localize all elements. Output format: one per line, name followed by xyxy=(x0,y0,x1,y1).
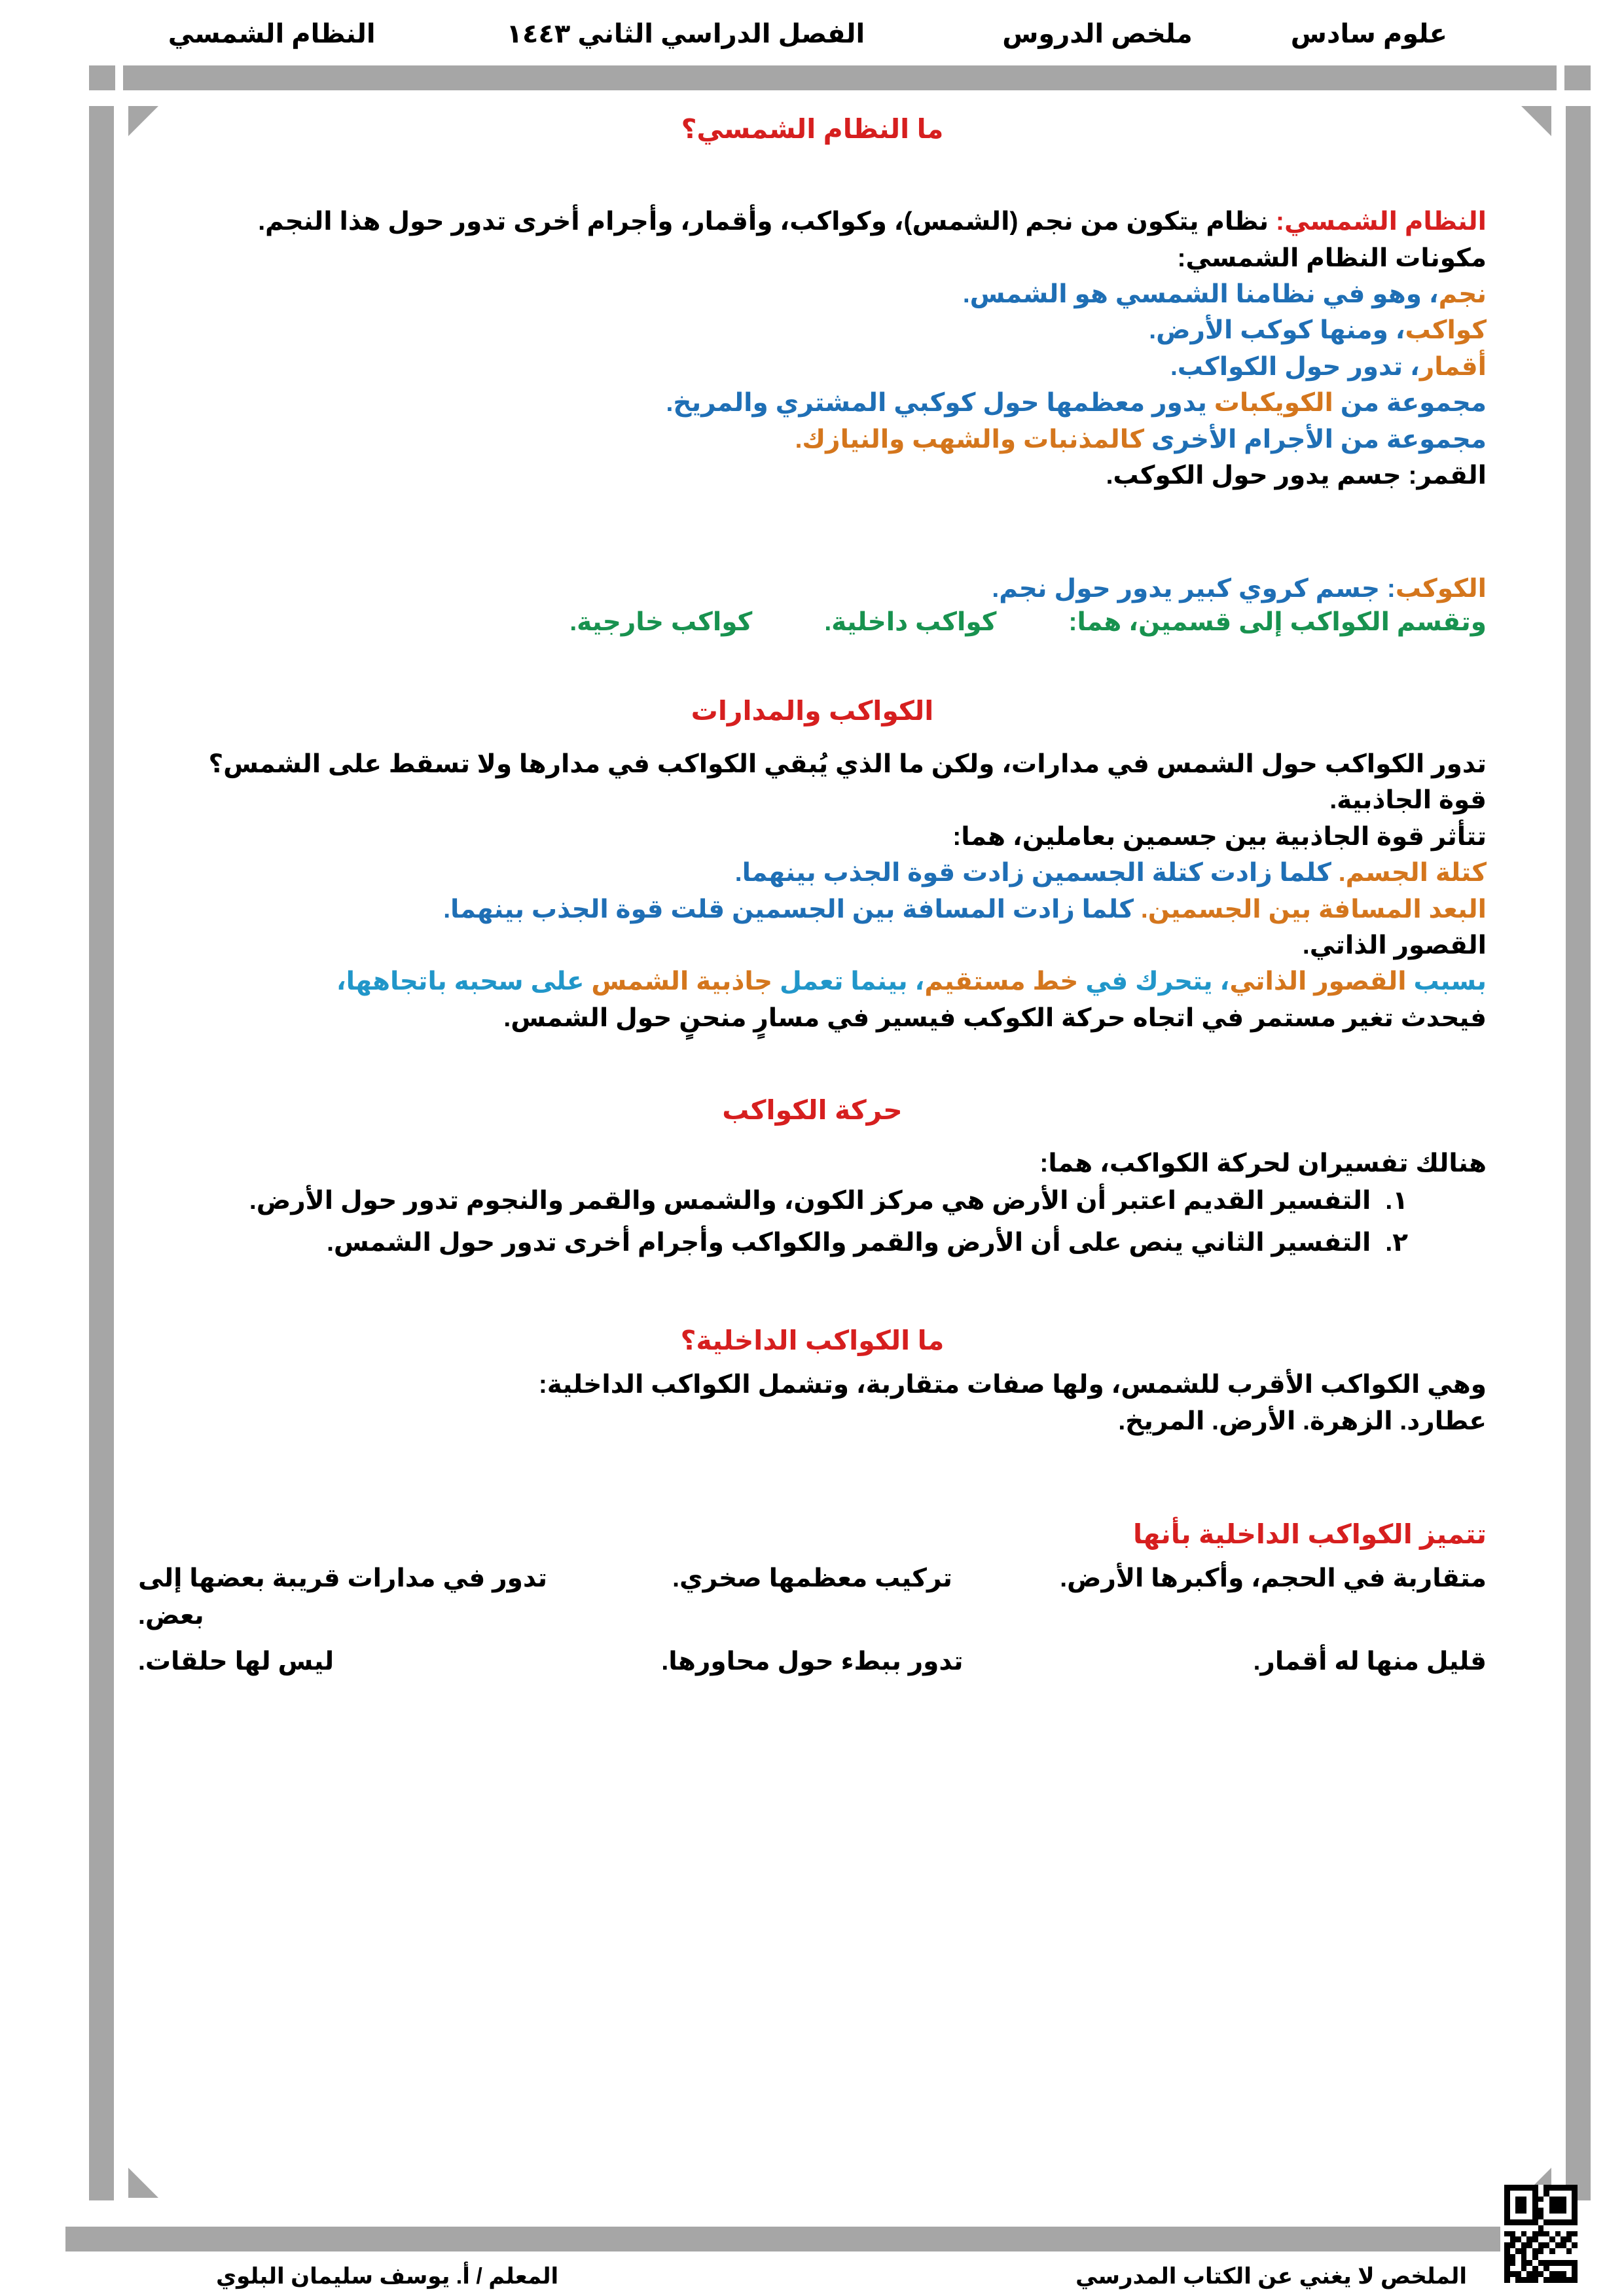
inner-planets-list: عطارد. الزهرة. الأرض. المريخ. xyxy=(1118,1407,1487,1435)
moon-definition: القمر: جسم يدور حول الكوكب. xyxy=(1106,461,1487,490)
frame-notch-right xyxy=(1557,65,1564,90)
frame-top-left-stub xyxy=(89,65,115,90)
list-item-number: ١. xyxy=(1385,1186,1408,1215)
feature-orbits: تدور في مدارات قريبة بعضها إلى بعض. xyxy=(138,1564,548,1630)
document-content xyxy=(138,111,1487,1681)
inertia-paragraph-line1 xyxy=(138,963,1487,999)
list-item-text: التفسير الثاني ينص على أن الأرض والقمر والكواكب وأجرام أخرى تدور حول الشمس. xyxy=(327,1229,1371,1257)
planet-division-inner: كواكب داخلية. xyxy=(824,607,997,636)
header-doc-kind: ملخص الدروس xyxy=(1002,20,1193,48)
component-planets-rest: ، ومنها كوكب الأرض. xyxy=(1149,316,1405,345)
motion-lead: هنالك تفسيران لحركة الكواكب، هما: xyxy=(1039,1149,1487,1178)
component-asteroids-pre: مجموعة من xyxy=(1333,389,1487,418)
footer-note: الملخص لا يغني عن الكتاب المدرسي xyxy=(1075,2264,1467,2289)
header-term: الفصل الدراسي الثاني ١٤٤٣ xyxy=(506,20,865,48)
component-other-pre: مجموعة من الأجرام الأخرى xyxy=(1144,425,1487,454)
gravity-factor-distance xyxy=(138,891,1487,927)
component-other-key: كالمذنبات والشهب والنيازك. xyxy=(795,425,1145,454)
inner-planets-description: وهي الكواكب الأقرب للشمس، ولها صفات متقاربة، وتشمل الكواكب الداخلية: xyxy=(538,1371,1487,1399)
list-item xyxy=(138,1224,1408,1263)
component-asteroids-key: الكويكبات xyxy=(1214,389,1333,418)
frame-top-right-stub xyxy=(1564,65,1591,90)
frame-corner-bottom-left xyxy=(128,2168,158,2198)
header-lesson-title: النظام الشمسي xyxy=(168,20,376,48)
inertia-p1-c: ، بينما تعمل xyxy=(772,967,925,996)
component-other-bodies xyxy=(138,422,1487,457)
inertia-p1-key2: خط مستقيم xyxy=(924,967,1079,996)
gravity-factor-distance-rest: كلما زادت المسافة بين الجسمين قلت قوة الجذب بينهما. xyxy=(443,895,1141,924)
gravity-factor-distance-key: البعد المسافة بين الجسمين. xyxy=(1140,895,1487,924)
frame-top-bar xyxy=(123,65,1557,90)
inertia-p1-key: القصور الذاتي xyxy=(1229,967,1407,996)
gravity-factor-mass-key: كتلة الجسم. xyxy=(1338,859,1487,888)
planet-division-outer: كواكب خارجية. xyxy=(569,607,753,636)
inner-planets-features-grid xyxy=(138,1560,1487,1681)
list-item xyxy=(138,1182,1408,1221)
planet-division-lead: وتقسم الكواكب إلى قسمين، هما: xyxy=(1068,607,1487,636)
gravity-factor-mass xyxy=(138,855,1487,891)
component-moons-key: أقمار xyxy=(1419,352,1487,381)
header-subject: علوم سادس xyxy=(1290,20,1447,48)
frame-corner-top-right xyxy=(1521,106,1551,136)
component-planets xyxy=(138,312,1487,348)
planet-definition xyxy=(138,571,1487,607)
footer-band xyxy=(65,2227,1500,2251)
inertia-paragraph-line2: فيحدث تغير مستمر في اتجاه حركة الكوكب فيسير في مسارٍ منحنٍ حول الشمس. xyxy=(503,1003,1487,1032)
orbit-answer: قوة الجاذبية. xyxy=(1329,786,1487,815)
feature-rotation: تدور ببطء حول محاورها. xyxy=(661,1647,964,1676)
component-star-key: نجم xyxy=(1438,280,1487,309)
list-item-text: التفسير القديم اعتبر أن الأرض هي مركز الكون، والشمس والقمر والنجوم تدور حول الأرض. xyxy=(249,1186,1371,1215)
component-star-rest: ، وهو في نظامنا الشمسي هو الشمس. xyxy=(962,280,1439,309)
component-moons xyxy=(138,349,1487,385)
document-footer xyxy=(0,2257,1624,2296)
section-title-inner-planets-features: تتميز الكواكب الداخلية بأنها xyxy=(1132,1518,1487,1549)
component-asteroids xyxy=(138,385,1487,421)
gravity-factors-lead: تتأثر قوة الجاذبية بين جسمين بعاملين، هما: xyxy=(952,822,1487,851)
feature-composition: تركيب معظمها صخري. xyxy=(672,1564,952,1593)
components-label: مكونات النظام الشمسي: xyxy=(1177,243,1487,272)
inertia-p1-d: على سحبه باتجاهها، xyxy=(336,967,592,996)
motion-explanations-list xyxy=(138,1182,1487,1263)
section-title-what-is-solar-system: ما النظام الشمسي؟ xyxy=(681,114,944,144)
inertia-p1-key3: جاذبية الشمس xyxy=(591,967,773,996)
planet-division-row xyxy=(138,607,1487,637)
inertia-p1-b: ، يتحرك في xyxy=(1078,967,1230,996)
section-title-inner-planets: ما الكواكب الداخلية؟ xyxy=(680,1325,945,1355)
orbit-question: تدور الكواكب حول الشمس في مدارات، ولكن ما الذي يُبقي الكواكب في مدارها ولا تسقط على الشمس؟ xyxy=(208,750,1487,779)
planet-term: الكوكب xyxy=(1395,575,1487,603)
frame-right-bar xyxy=(1566,106,1591,2200)
section-title-planet-motion: حركة الكواكب xyxy=(722,1095,903,1126)
frame-left-bar xyxy=(89,106,114,2200)
gravity-factor-mass-rest: كلما زادت كتلة الجسمين زادت قوة الجذب بينهما. xyxy=(734,859,1339,888)
feature-rings: ليس لها حلقات. xyxy=(138,1647,334,1676)
document-header xyxy=(0,10,1624,58)
section-title-planets-and-orbits: الكواكب والمدارات xyxy=(691,695,934,726)
component-asteroids-rest: يدور معظمها حول كوكبي المشتري والمريخ. xyxy=(666,389,1214,418)
inertia-label: القصور الذاتي. xyxy=(1302,931,1487,960)
definition-rest: نظام يتكون من نجم (الشمس)، وكواكب، وأقمار، وأجرام أخرى تدور حول هذا النجم. xyxy=(258,207,1276,236)
inertia-p1-a: بسبب xyxy=(1406,967,1487,996)
frame-notch-left xyxy=(115,65,123,90)
component-planets-key: كواكب xyxy=(1405,316,1487,345)
component-moons-rest: ، تدور حول الكواكب. xyxy=(1170,352,1420,381)
planet-rest: : جسم كروي كبير يدور حول نجم. xyxy=(992,575,1396,603)
feature-moons: قليل منها له أقمار. xyxy=(1253,1647,1487,1676)
list-item-number: ٢. xyxy=(1385,1229,1408,1257)
component-star xyxy=(138,276,1487,312)
feature-size: متقاربة في الحجم، وأكبرها الأرض. xyxy=(1060,1564,1487,1593)
footer-teacher: المعلم / أ. يوسف سليمان البلوي xyxy=(216,2264,559,2289)
definition-term: النظام الشمسي: xyxy=(1276,207,1487,236)
solar-system-definition xyxy=(138,204,1487,240)
